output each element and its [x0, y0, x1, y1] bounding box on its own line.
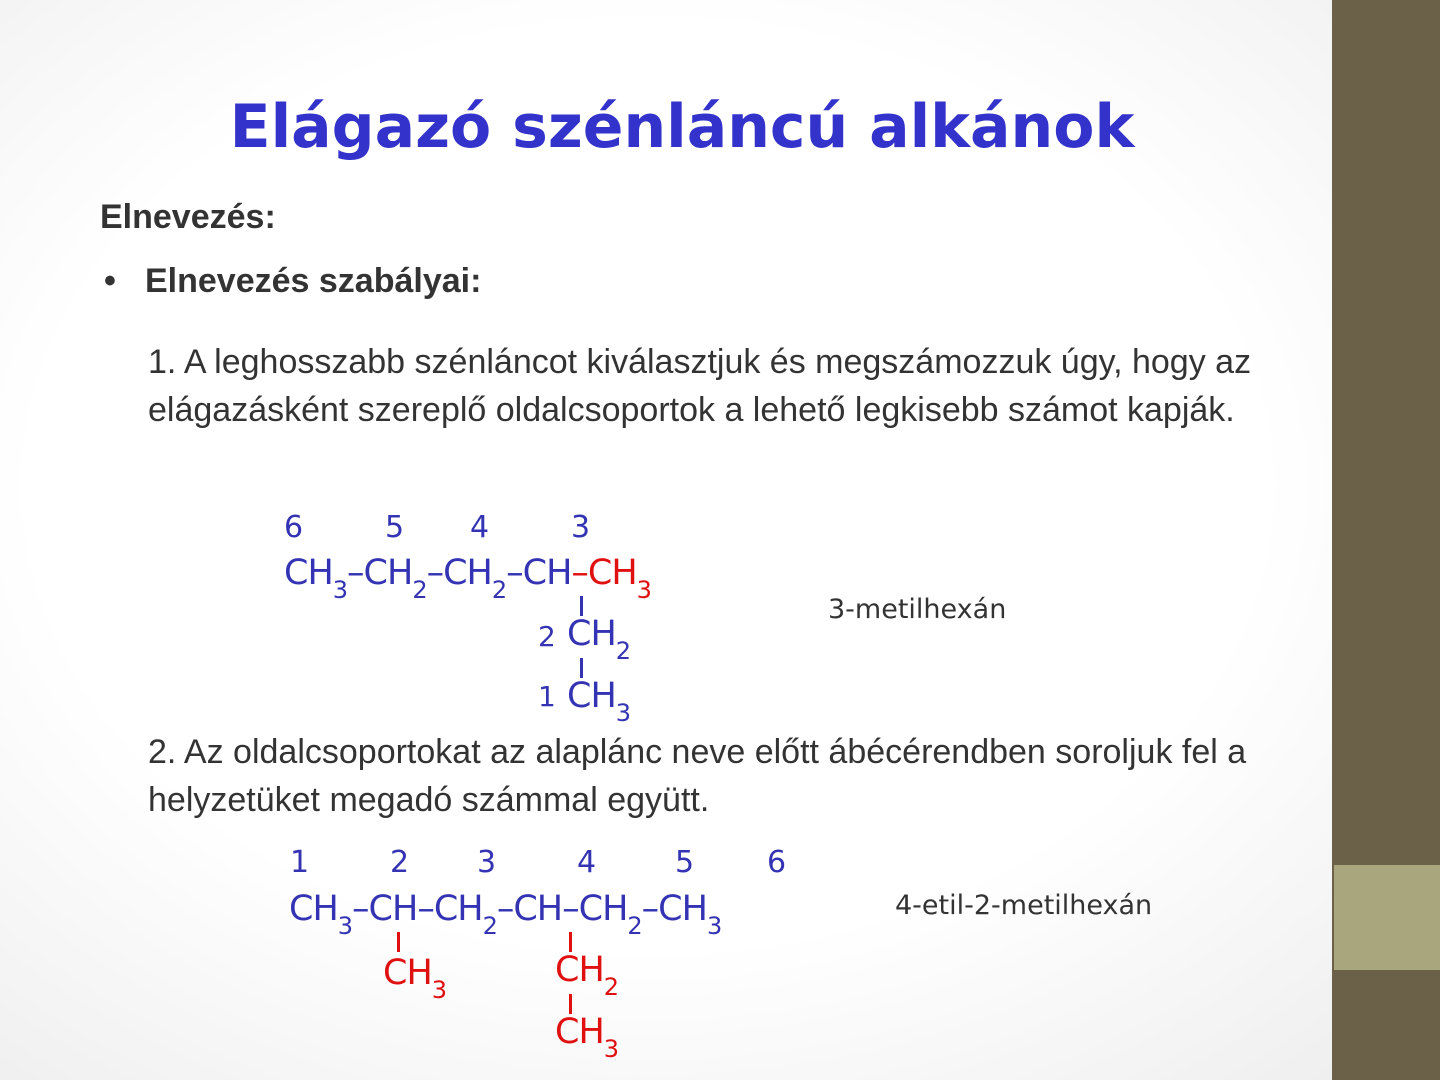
- ethyl-branch: $CH_2$: [555, 950, 619, 1001]
- compound-name: 4-etil-2-metilhexán: [895, 890, 1153, 921]
- carbon-number: 5: [385, 510, 405, 545]
- bond-line: [397, 932, 400, 952]
- main-chain: $CH_3-CH-CH_2-CH-CH_2-CH_3$: [289, 889, 722, 940]
- main-chain: $CH_3-CH_2-CH_2-CH-CH_3$: [284, 553, 651, 604]
- branch-group: $CH_3$: [567, 676, 631, 727]
- carbon-number: 2: [538, 620, 556, 653]
- carbon-number: 3: [571, 510, 591, 545]
- branch-group: $CH_2$: [567, 614, 631, 665]
- carbon-number: 3: [477, 845, 497, 880]
- carbon-number: 4: [470, 510, 490, 545]
- ethyl-branch: $CH_3$: [555, 1012, 619, 1063]
- carbon-number: 6: [284, 510, 304, 545]
- bond-line: [580, 658, 583, 678]
- carbon-number: 4: [577, 845, 597, 880]
- slide-title: Elágazó szénláncú alkánok: [229, 92, 1135, 162]
- bond-line: [569, 994, 572, 1014]
- compound-name: 3-metilhexán: [828, 594, 1007, 625]
- bond-line: [569, 932, 572, 952]
- carbon-number: 5: [675, 845, 695, 880]
- rule-1-text: 1. A leghosszabb szénláncot kiválasztjuk és megszámozzuk úgy, hogy az elágazásként szereplő oldalcsoportok a lehető legkisebb számot kapják.: [148, 343, 1252, 429]
- rule-2-text: 2. Az oldalcsoportokat az alaplánc neve előtt ábécérendben soroljuk fel a helyzetüket megadó számmal együtt.: [148, 733, 1247, 819]
- carbon-number: 2: [390, 845, 410, 880]
- bullet-dot: •: [104, 262, 116, 300]
- sidebar-accent-band: [1334, 865, 1440, 970]
- section-heading: Elnevezés:: [100, 198, 276, 236]
- bond-line: [580, 596, 583, 616]
- carbon-number: 6: [767, 845, 787, 880]
- methyl-branch: $CH_3$: [383, 953, 447, 1004]
- carbon-number: 1: [538, 680, 556, 713]
- carbon-number: 1: [290, 845, 310, 880]
- bullet-heading: Elnevezés szabályai:: [145, 262, 482, 300]
